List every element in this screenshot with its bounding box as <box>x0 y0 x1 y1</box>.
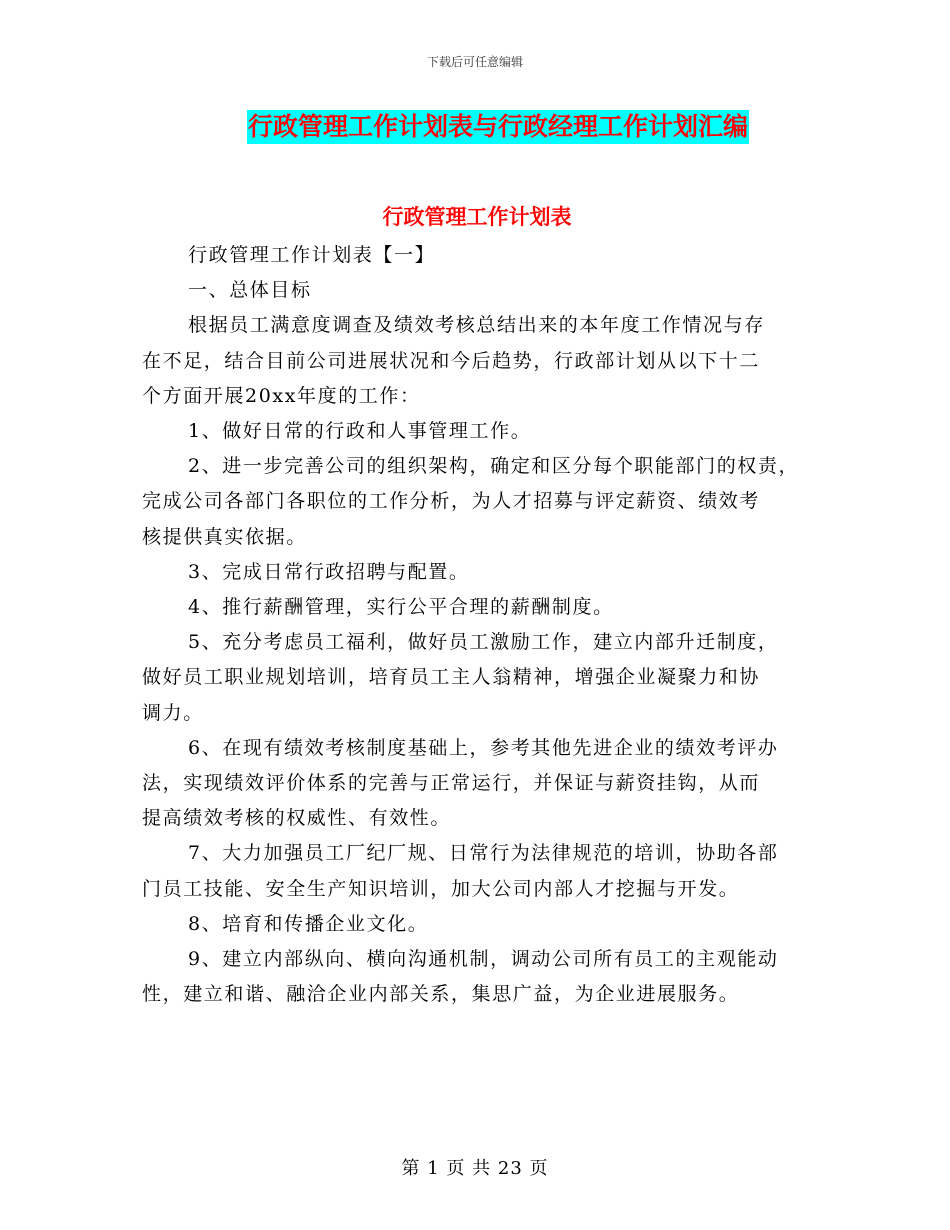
paragraph-line: 在不足，结合目前公司进展状况和今后趋势，行政部计划从以下十二 <box>142 349 761 372</box>
paragraph <box>142 449 810 555</box>
paragraph <box>142 731 810 837</box>
document-body <box>142 222 810 1012</box>
paragraph <box>142 942 810 1012</box>
paragraph-line: 完成公司各部门各职位的工作分析，为人才招募与评定薪资、绩效考 <box>142 490 761 513</box>
paragraph-line: 一、总体目标 <box>188 279 312 302</box>
section-title: 行政管理工作计划表 <box>382 205 572 229</box>
paragraph <box>142 273 810 308</box>
footer-total-pages: 23 <box>497 1158 523 1179</box>
paragraph-line: 提高绩效考核的权威性、有效性。 <box>142 807 452 830</box>
main-title: 行政管理工作计划表与行政经理工作计划汇编 <box>247 110 749 144</box>
paragraph-line: 个方面开展20xx年度的工作： <box>142 384 421 407</box>
paragraph <box>142 238 810 273</box>
paragraph-line: 1、做好日常的行政和人事管理工作。 <box>188 420 532 443</box>
paragraph-line: 6、在现有绩效考核制度基础上，参考其他先进企业的绩效考评办 <box>188 736 779 759</box>
page-footer <box>0 1154 950 1180</box>
paragraph-line: 7、大力加强员工厂纪厂规、日常行为法律规范的培训，协助各部 <box>188 842 779 865</box>
paragraph-line: 调力。 <box>142 701 204 724</box>
paragraph-line: 行政管理工作计划表【一】 <box>188 244 436 266</box>
paragraph <box>142 836 810 906</box>
paragraph <box>142 414 810 449</box>
paragraph-line: 根据员工满意度调查及绩效考核总结出来的本年度工作情况与存 <box>188 314 765 337</box>
paragraph <box>142 907 810 942</box>
footer-page-number: 1 <box>427 1158 440 1179</box>
paragraph-line: 做好员工职业规划培训，培育员工主人翁精神，增强企业凝聚力和协 <box>142 666 761 689</box>
paragraph-line: 性，建立和谐、融洽企业内部关系，集思广益，为企业进展服务。 <box>142 983 740 1006</box>
footer-prefix: 第 <box>401 1158 421 1179</box>
header-note: 下载后可任意编辑 <box>426 55 523 69</box>
paragraph-line: 门员工技能、安全生产知识培训，加大公司内部人才挖掘与开发。 <box>142 877 740 900</box>
paragraph-line: 4、推行薪酬管理，实行公平合理的薪酬制度。 <box>188 596 614 619</box>
paragraph <box>142 555 810 590</box>
paragraph-line: 3、完成日常行政招聘与配置。 <box>188 560 470 583</box>
paragraph <box>142 308 810 414</box>
paragraph-line: 5、充分考虑员工福利，做好员工激励工作，建立内部升迁制度， <box>188 631 779 654</box>
paragraph-line: 9、建立内部纵向、横向沟通机制，调动公司所有员工的主观能动 <box>188 948 779 971</box>
paragraph <box>142 625 810 731</box>
paragraph <box>142 590 810 625</box>
main-title-container <box>0 110 950 144</box>
paragraph-line: 核提供真实依据。 <box>142 525 307 548</box>
paragraph-line: 8、培育和传播企业文化。 <box>188 912 429 935</box>
paragraph-line: 2、进一步完善公司的组织架构，确定和区分每个职能部门的权责， <box>188 455 800 478</box>
footer-suffix: 页 <box>529 1158 549 1179</box>
footer-mid: 页 共 <box>446 1158 492 1179</box>
paragraph-line: 法，实现绩效评价体系的完善与正常运行，并保证与薪资挂钩，从而 <box>142 772 761 795</box>
